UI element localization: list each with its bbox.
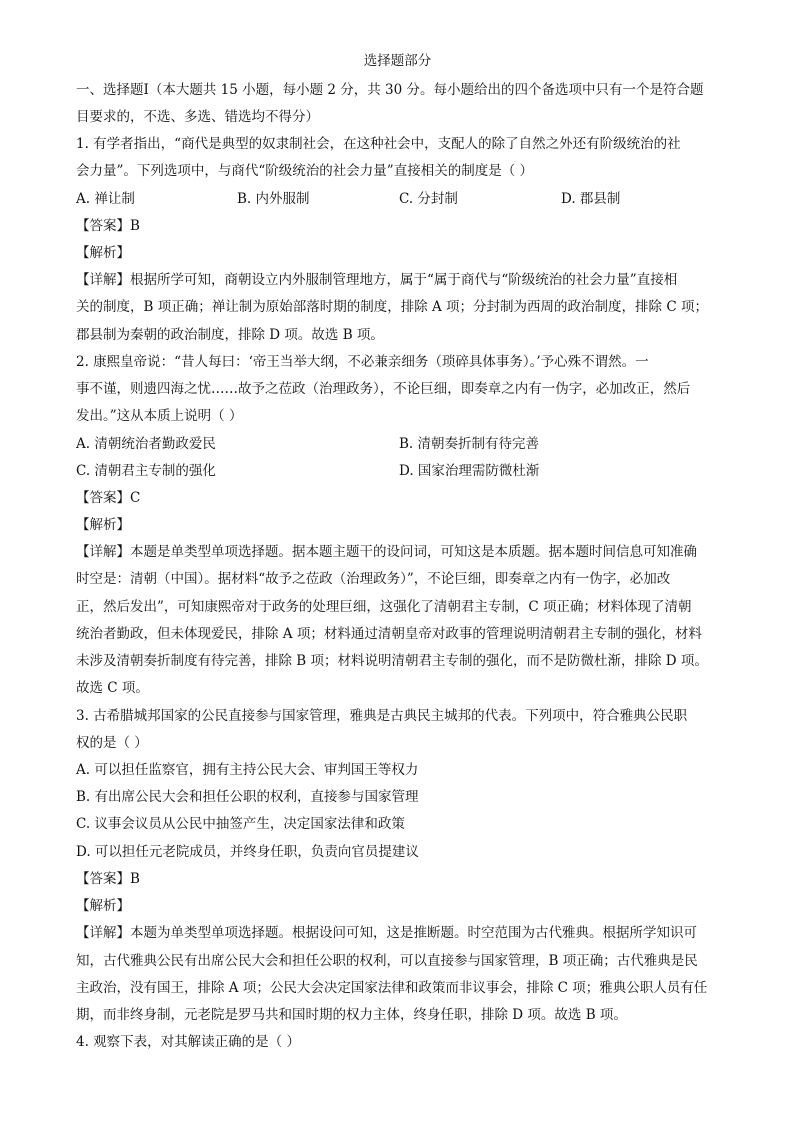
- q3-detail-line-2: 知，古代雅典公民有出席公民大会和担任公职的权利，可以直接参与国家管理，B 项正确；古代雅典是民: [76, 953, 698, 969]
- q1-option-c: C. 分封制: [399, 191, 458, 207]
- q2-option-a: A. 清朝统治者勤政爱民: [76, 436, 216, 452]
- q2-detail-line-3: 正，然后发出”，可知康熙帝对于政务的处理巨细，这强化了清朝君主专制，C 项正确；材料体现了清朝: [76, 599, 692, 615]
- section-header-line-1: 一、选择题Ⅰ（本大题共 15 小题，每小题 2 分，共 30 分。每小题给出的四个备选项中只有一个是符合题: [76, 82, 704, 98]
- q2-option-d: D. 国家治理需防微杜渐: [399, 463, 540, 479]
- q3-option-d: D. 可以担任元老院成员，并终身任职，负责向官员提建议: [76, 844, 419, 860]
- q2-option-b: B. 清朝奏折制有待完善: [399, 436, 540, 452]
- q2-option-c: C. 清朝君主专制的强化: [76, 463, 216, 479]
- q2-stem-line-1: 2. 康熙皇帝说：“昔人每曰：‘帝王当举大纲，不必兼亲细务（琐碎具体事务）。’予心殊不谓然。一: [76, 354, 649, 370]
- page-title: 选择题部分: [363, 53, 432, 69]
- q1-option-d: D. 郡县制: [561, 191, 621, 207]
- q2-analysis-label: 【解析】: [76, 517, 130, 533]
- q4-stem-line-1: 4. 观察下表，对其解读正确的是（ ）: [76, 1034, 300, 1050]
- q3-option-a: A. 可以担任监察官，拥有主持公民大会、审判国王等权力: [76, 762, 419, 778]
- q1-stem-line-1: 1. 有学者指出，“商代是典型的奴隶制社会，在这种社会中，支配人的除了自然之外还有阶级统治的社: [76, 136, 681, 152]
- q1-analysis-label: 【解析】: [76, 245, 130, 261]
- q3-detail-line-3: 主政治，没有国王，排除 A 项；公民大会决定国家法律和政策而非议事会，排除 C 项；雅典公职人员有任: [76, 980, 708, 996]
- q3-detail-line-4: 期，而非终身制，元老院是罗马共和国时期的权力主体，终身任职，排除 D 项。故选 B 项。: [76, 1007, 627, 1023]
- q1-detail-line-1: 【详解】根据所学可知，商朝设立内外服制管理地方，属于“属于商代与“阶级统治的社会力量”直接相: [76, 272, 678, 288]
- q2-detail-line-1: 【详解】本题是单类型单项选择题。据本题主题干的设问词，可知这是本质题。据本题时间信息可知准确: [76, 544, 697, 560]
- q1-option-b: B. 内外服制: [237, 191, 310, 207]
- q3-stem-line-2: 权的是（ ）: [76, 735, 148, 751]
- q1-detail-line-2: 关的制度，B 项正确；禅让制为原始部落时期的制度，排除 A 项；分封制为西周的政治制度，排除 C 项；: [76, 299, 708, 315]
- q1-stem-line-2: 会力量”。下列选项中，与商代“阶级统治的社会力量”直接相关的制度是（ ）: [76, 163, 533, 179]
- q1-option-a: A. 禅让制: [76, 191, 135, 207]
- q1-detail-line-3: 郡县制为秦朝的政治制度，排除 D 项。故选 B 项。: [76, 327, 384, 343]
- q2-detail-line-5: 未涉及清朝奏折制度有待完善，排除 B 项；材料说明清朝君主专制的强化，而不是防微杜渐，排除 D 项。: [76, 653, 708, 669]
- q3-answer: 【答案】B: [76, 871, 140, 887]
- q3-detail-line-1: 【详解】本题为单类型单项选择题。根据设问可知，这是推断题。时空范围为古代雅典。根据所学知识可: [76, 925, 697, 941]
- q1-answer: 【答案】B: [76, 218, 140, 234]
- q3-option-b: B. 有出席公民大会和担任公职的权利，直接参与国家管理: [76, 789, 419, 805]
- q2-detail-line-2: 时空是：清朝（中国）。据材料“故予之莅政（治理政务）”，不论巨细，即奏章之内有一伪字，必加改: [76, 571, 671, 587]
- q2-stem-line-3: 发出。”这从本质上说明（ ）: [76, 408, 243, 424]
- q2-detail-line-6: 故选 C 项。: [76, 680, 149, 696]
- q3-analysis-label: 【解析】: [76, 898, 130, 914]
- q2-detail-line-4: 统治者勤政，但未体现爱民，排除 A 项；材料通过清朝皇帝对政事的管理说明清朝君主专制的强化，材料: [76, 626, 702, 642]
- q3-stem-line-1: 3. 古希腊城邦国家的公民直接参与国家管理，雅典是古典民主城邦的代表。下列项中，符合雅典公民职: [76, 708, 688, 724]
- q2-answer: 【答案】C: [76, 490, 141, 506]
- q2-stem-line-2: 事不谨，则遗四海之忧……故予之莅政（治理政务），不论巨细，即奏章之内有一伪字，必加改正，然后: [76, 381, 691, 397]
- section-header-line-2: 目要求的，不选、多选、错选均不得分）: [76, 109, 319, 125]
- q3-option-c: C. 议事会议员从公民中抽签产生，决定国家法律和政策: [76, 816, 405, 832]
